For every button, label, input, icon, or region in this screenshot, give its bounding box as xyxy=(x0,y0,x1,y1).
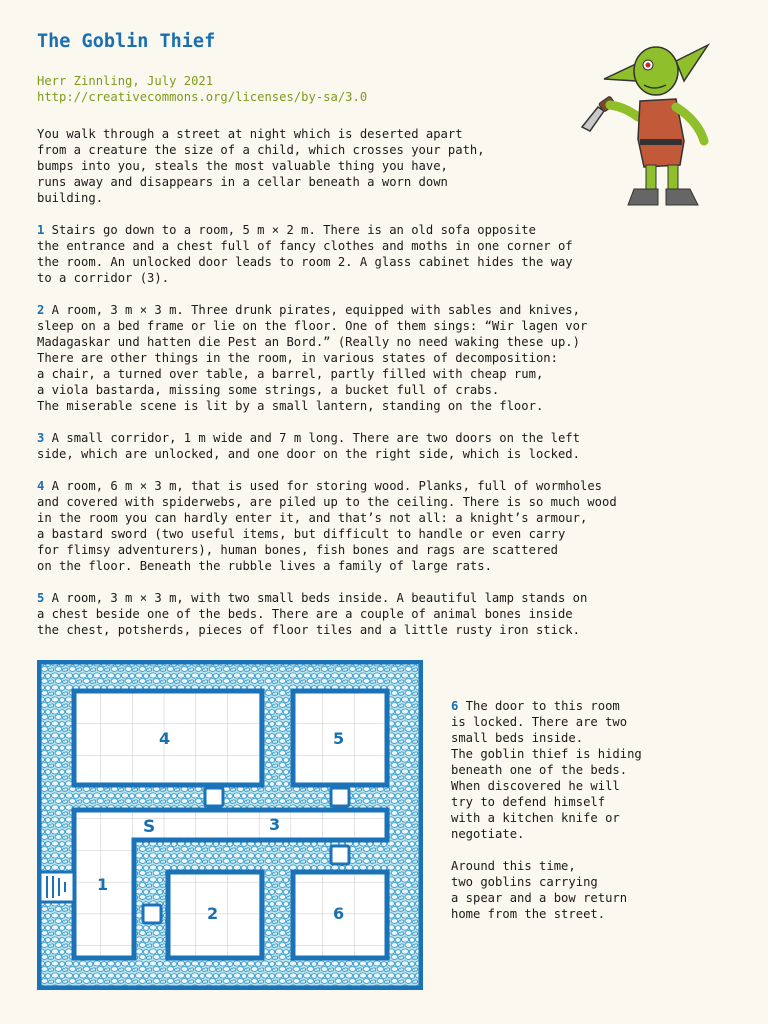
outro-text: Around this time, two goblins carrying a spear and a bow return home from the street. xyxy=(451,859,628,921)
door-room1-room2[interactable] xyxy=(143,905,161,923)
room-5-description xyxy=(37,590,587,638)
intro-text: You walk through a street at night which is deserted apart from a creature the size of a child, which crosses your path, bumps into you, steals the most valuable thing you have, runs away and disappears in a cellar beneath a worn down building. xyxy=(37,127,485,205)
room-number: 1 xyxy=(37,223,45,237)
room-number: 5 xyxy=(37,591,45,605)
author-line: Herr Zinnling, July 2021 xyxy=(37,74,214,88)
room-number: 2 xyxy=(37,303,45,317)
door-room4-corridor[interactable] xyxy=(205,788,223,806)
map-label-4: 4 xyxy=(159,729,171,748)
dungeon-map xyxy=(37,660,423,990)
room-text: The door to this room is locked. There are two small beds inside. The goblin thief is hiding beneath one of the beds. When discovered he will try to defend himself with a kitchen knife or negotiate. xyxy=(451,699,642,841)
room-1-description xyxy=(37,222,573,286)
room-text: A room, 6 m × 3 m, that is used for storing wood. Planks, full of wormholes and covered with spiderwebs, are piled up to the ceiling. There is so much wood in the room you can hardly enter it, and that’s not all: a knight’s armour, a bastard sword (two useful items, but difficult to handle or even carry for flimsy adventurers), human bones, fish bones and rags are scattered on the floor. Beneath the rubble lives a family of large rats. xyxy=(37,479,617,573)
room-number: 3 xyxy=(37,431,45,445)
room-number: 6 xyxy=(451,699,459,713)
room-text: Stairs go down to a room, 5 m × 2 m. There is an old sofa opposite the entrance and a chest full of fancy clothes and moths in one corner of the room. An unlocked door leads to room 2. A glass cabinet hides the way to a corridor (3). xyxy=(37,223,573,285)
room-text: A small corridor, 1 m wide and 7 m long. There are two doors on the left side, which are unlocked, and one door on the right side, which is locked. xyxy=(37,431,580,461)
door-room6-corridor[interactable] xyxy=(331,846,349,864)
room-3-description xyxy=(37,430,580,462)
goblin-illustration xyxy=(580,35,720,215)
map-label-secret: S xyxy=(143,817,156,837)
room-number: 4 xyxy=(37,479,45,493)
map-label-1: 1 xyxy=(97,875,109,894)
license-link[interactable]: http://creativecommons.org/licenses/by-sa/3.0 xyxy=(37,90,368,104)
map-label-3: 3 xyxy=(269,815,281,834)
room-text: A room, 3 m × 3 m. Three drunk pirates, equipped with sables and knives, sleep on a bed frame or lie on the floor. One of them sings: “Wir lagen vor Madagaskar und hatten die Pest an Bord.” (Really no need waking these up.) There are other things in the room, in various states of decomposition: a chair, a turned over table, a barrel, partly filled with cheap rum, a viola bastarda, missing some strings, a bucket full of crabs. The miserable scene is lit by a small lantern, standing on the floor. xyxy=(37,303,588,413)
byline xyxy=(37,73,367,105)
map-label-5: 5 xyxy=(333,729,345,748)
room-text: A room, 3 m × 3 m, with two small beds inside. A beautiful lamp stands on a chest beside one of the beds. There are a couple of animal bones inside the chest, potsherds, pieces of floor tiles and a little rusty iron stick. xyxy=(37,591,588,637)
map-label-6: 6 xyxy=(333,904,345,923)
room-2-description xyxy=(37,302,587,414)
stairs xyxy=(40,872,74,902)
room-4-description xyxy=(37,478,617,574)
door-room5-corridor[interactable] xyxy=(331,788,349,806)
page-title: The Goblin Thief xyxy=(37,31,216,52)
map-label-2: 2 xyxy=(207,904,219,923)
room-6-description xyxy=(451,698,642,842)
